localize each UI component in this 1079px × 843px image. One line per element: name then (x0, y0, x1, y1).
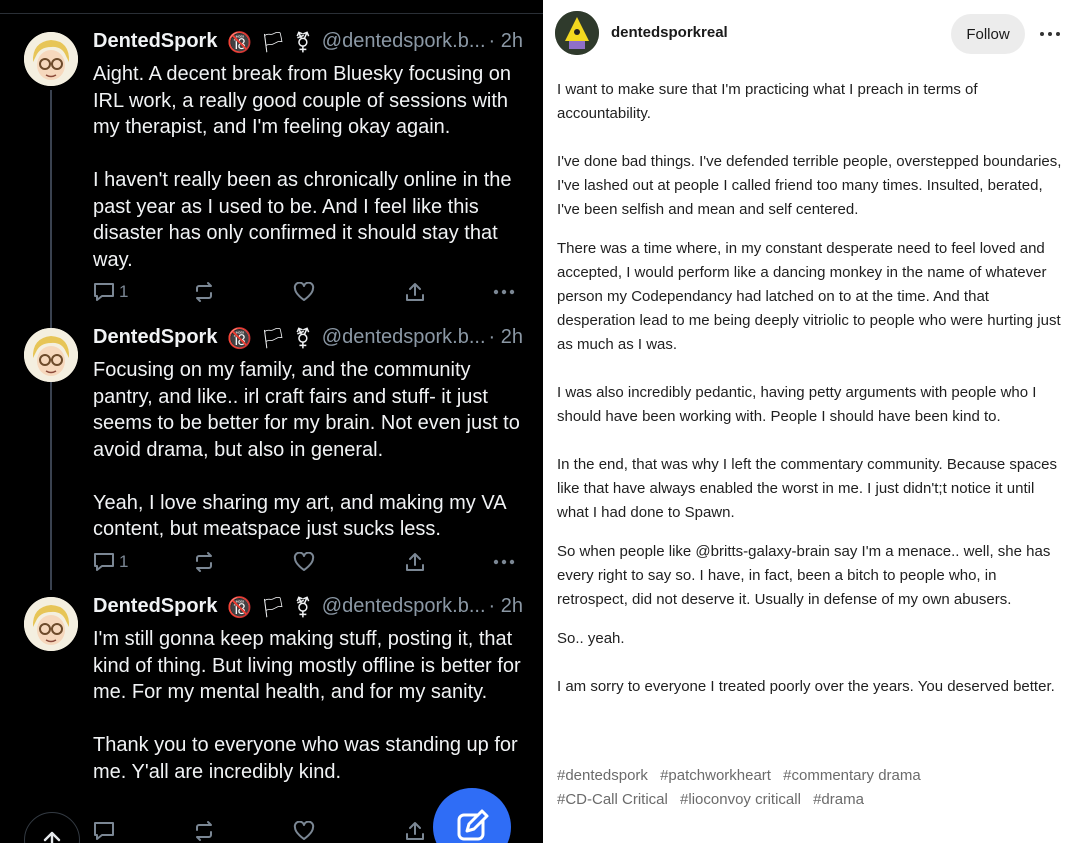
reply-count: 1 (119, 552, 129, 571)
post-header (93, 326, 533, 352)
flag-icon: 🏳 (260, 32, 286, 54)
avatar[interactable] (24, 328, 78, 382)
flag-icon: 🏳 (260, 597, 286, 619)
repost-button[interactable] (193, 280, 215, 304)
tag-link[interactable]: #drama (813, 791, 864, 808)
share-button[interactable] (404, 819, 426, 843)
post-paragraph: I was also incredibly pedantic, having petty arguments with people who I should have been working with. People I should have been kind to. (557, 384, 1037, 425)
post-paragraph: I haven't really been as chronically online in the past year as I used to be. And I feel like this disaster has only confirmed it should stay that way. (93, 169, 512, 271)
avatar[interactable] (24, 597, 78, 651)
reply-icon (93, 552, 115, 572)
more-options-button[interactable] (493, 550, 515, 574)
more-icon (1035, 20, 1065, 48)
repost-icon (193, 820, 215, 842)
post-header (93, 595, 533, 621)
arrow-up-icon (25, 813, 79, 843)
display-name[interactable]: DentedSpork (93, 30, 218, 52)
post-paragraph: I'm still gonna keep making stuff, posting it, that kind of thing. But living mostly offline is better for me. For my mental health, and for my sanity. (93, 628, 521, 703)
post-paragraph: Yeah, I love sharing my art, and making my VA content, but meatspace just sucks less. (93, 491, 506, 540)
like-icon (293, 552, 315, 572)
top-divider (0, 13, 543, 14)
repost-icon (193, 551, 215, 573)
post-text (93, 61, 533, 273)
transgender-symbol-icon: ⚧ (294, 32, 312, 54)
share-button[interactable] (404, 280, 426, 304)
post-paragraph: I've done bad things. I've defended terrible people, overstepped boundaries, I've lashed out at people I called friend too many times. Insulted, berated, I've been selfish and mean and self centered. (557, 153, 1062, 218)
username[interactable]: dentedsporkreal (611, 24, 728, 41)
compose-icon (433, 788, 511, 843)
repost-button[interactable] (193, 550, 215, 574)
like-icon (293, 821, 315, 841)
post-timestamp[interactable]: · 2h (488, 30, 523, 52)
post-paragraph: Aight. A decent break from Bluesky focusing on IRL work, a really good couple of sessions with my therapist, and I'm feeling okay again. (93, 63, 512, 138)
tag-link[interactable]: #lioconvoy criticall (680, 791, 801, 808)
reply-button[interactable] (93, 819, 119, 843)
more-icon (493, 559, 515, 565)
display-name[interactable]: DentedSpork (93, 595, 218, 617)
post-paragraph: Focusing on my family, and the community pantry, and like.. irl craft fairs and stuff- it just seems to be better for my brain. Not even just to avoid drama, but also in general. (93, 359, 520, 461)
reply-icon (93, 282, 115, 302)
post-timestamp[interactable]: · 2h (488, 326, 523, 348)
user-handle[interactable]: @dentedspork.b... (321, 595, 486, 617)
adult-badge-icon: 🔞 (227, 32, 252, 54)
post-paragraph: In the end, that was why I left the commentary community. Because spaces like that have always enabled the worst in me. I just didn't;t notice it until what I had done to Spawn. (557, 456, 1057, 521)
post-header (93, 30, 533, 56)
post-text (93, 626, 533, 785)
post-body (557, 78, 1065, 699)
post-actions (93, 280, 523, 304)
reply-count: 1 (119, 282, 129, 301)
tag-link[interactable]: #commentary drama (783, 767, 921, 784)
adult-badge-icon: 🔞 (227, 597, 252, 619)
scroll-to-top-button[interactable] (24, 812, 80, 843)
post-text (93, 357, 533, 543)
share-icon (404, 281, 426, 303)
share-icon (404, 820, 426, 842)
like-button[interactable] (293, 819, 315, 843)
post-paragraph: There was a time where, in my constant desperate need to feel loved and accepted, I would perform like a dancing monkey in the name of whatever person my Codependancy had latched on to at the time. And that desperation lead to me being deeply vitriolic to people who were hurting just as much as I was. (557, 240, 1061, 353)
post-paragraph: Thank you to everyone who was standing up for me. Y'all are incredibly kind. (93, 734, 518, 783)
more-options-button[interactable] (1035, 20, 1065, 48)
flag-icon: 🏳 (260, 328, 286, 350)
repost-icon (193, 281, 215, 303)
follow-button[interactable]: Follow (951, 14, 1025, 54)
avatar[interactable] (555, 11, 599, 55)
post-timestamp[interactable]: · 2h (488, 595, 523, 617)
user-handle[interactable]: @dentedspork.b... (321, 326, 486, 348)
tag-link[interactable]: #patchworkheart (660, 767, 771, 784)
more-icon (493, 289, 515, 295)
post-paragraph: I am sorry to everyone I treated poorly over the years. You deserved better. (557, 678, 1055, 695)
post-paragraph: So when people like @britts-galaxy-brain say I'm a menace.. well, she has every right to say so. I have, in fact, been a bitch to people who, in retrospect, did not deserve it. Usually in defense of my own abusers. (557, 543, 1051, 608)
tag-link[interactable]: #dentedspork (557, 767, 648, 784)
display-name[interactable]: DentedSpork (93, 326, 218, 348)
transgender-symbol-icon: ⚧ (294, 597, 312, 619)
reply-icon (93, 821, 115, 841)
user-handle[interactable]: @dentedspork.b... (321, 30, 486, 52)
like-button[interactable] (293, 280, 315, 304)
share-icon (404, 551, 426, 573)
tumblr-post-panel (543, 0, 1079, 843)
repost-button[interactable] (193, 819, 215, 843)
avatar[interactable] (24, 32, 78, 86)
tag-link[interactable]: #CD-Call Critical (557, 791, 668, 808)
post-actions (93, 550, 523, 574)
compose-button[interactable] (433, 788, 511, 843)
like-icon (293, 282, 315, 302)
post-paragraph: So.. yeah. (557, 630, 625, 647)
share-button[interactable] (404, 550, 426, 574)
reply-button[interactable] (93, 280, 128, 304)
reply-button[interactable] (93, 550, 128, 574)
like-button[interactable] (293, 550, 315, 574)
tag-list (557, 764, 1065, 812)
transgender-symbol-icon: ⚧ (294, 328, 312, 350)
more-options-button[interactable] (493, 280, 515, 304)
post-paragraph: I want to make sure that I'm practicing what I preach in terms of accountability. (557, 81, 978, 122)
adult-badge-icon: 🔞 (227, 328, 252, 350)
